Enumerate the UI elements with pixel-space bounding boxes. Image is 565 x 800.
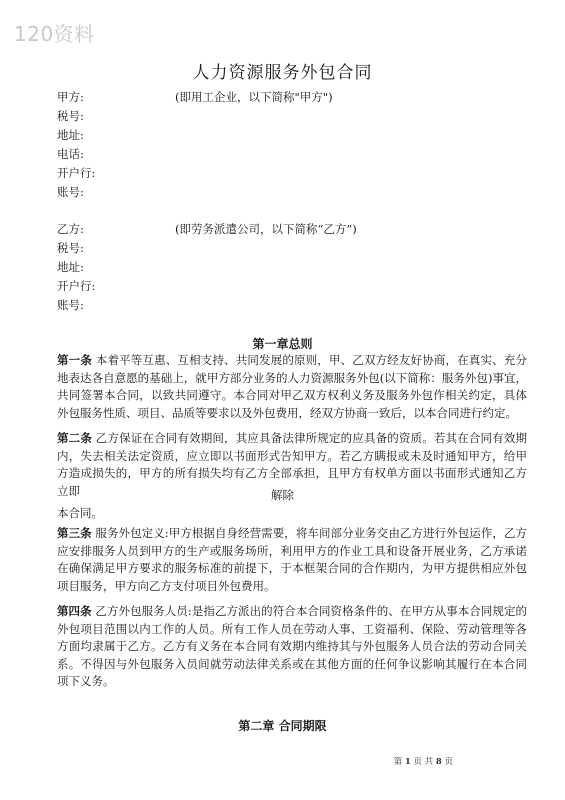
party-a-account: 账号: — [57, 185, 84, 199]
page-footer — [394, 755, 453, 767]
article-2-text: 乙方保证在合同有效期间，其应具备法律所规定的应具备的资质。若其在合同有效期内，失去相关法定资质，应立即以书面形式告知甲方。若乙方瞒报或未及时通知甲方，给甲方造成损失的，甲方的所有损失均有乙方全部承担，且甲方有权单方面以书面形式通知乙方立即 — [57, 431, 528, 498]
article-2-end: 本合同。 — [57, 506, 103, 520]
article-3-text: 服务外包定义:甲方根据自身经营需要，将车间部分业务交由乙方进行外包运作，乙方应安排服务人员到甲方的生产或服务场所，利用甲方的作业工具和设备开展业务，乙方承诺在确保满足甲方要求的服务标准的前提下，于本框架合同的合作期内，为甲方提供相应外包项目服务，甲方向乙方支付项目外包费用。 — [57, 526, 528, 593]
party-a-tax-id: 税号: — [57, 109, 84, 123]
party-b-address: 地址: — [57, 260, 84, 274]
article-4 — [57, 603, 527, 691]
party-a-bank: 开户行: — [57, 166, 96, 180]
footer-page-number: 1 — [404, 757, 411, 767]
party-a-label: 甲方: — [57, 90, 84, 104]
footer-prefix: 第 — [393, 757, 403, 767]
document-title: 人力资源服务外包合同 — [192, 63, 373, 83]
party-a-phone: 电话: — [57, 147, 84, 161]
article-3 — [57, 525, 527, 595]
article-2-lead: 第二条 — [57, 431, 92, 445]
article-1 — [57, 352, 527, 422]
article-1-text: 本着平等互惠、互相支持、共同发展的原则，甲、乙双方经友好协商，在真实、充分地表达各自意愿的基础上，就甲方部分业务的人力资源服务外包(以下简称：服务外包)事宜，共同签署本合同，以致共同遵守。本合同对甲乙双方权利义务及服务外包作相关约定，具体外包服务性质、项目、品质等要求以及外包费用，经双方协商一致后，以本合同进行约定。 — [57, 353, 528, 420]
party-b-note: (即劳务派遣公司，以下简称“乙方”) — [175, 222, 357, 236]
party-b-tax-id: 税号: — [57, 241, 84, 255]
party-b-account: 账号: — [57, 298, 84, 312]
article-2-continuation: 解除 — [271, 488, 294, 502]
footer-middle: 页 共 — [413, 757, 434, 767]
article-4-text: 乙方外包服务人员:是指乙方派出的符合本合同资格条件的、在甲方从事本合同规定的外包项目范围以内工作的人员。所有工作人员在劳动人事、工资福利、保险、劳动管理等各方面均隶属于乙方。乙方有义务在本合同有效期内维持其与外包服务人员合法的劳动合同关系。不得因与外包服务入员间就劳动法律关系或在其他方面的任何争议影响其履行在本合同项下义务。 — [57, 604, 528, 688]
footer-suffix: 页 — [444, 757, 453, 767]
chapter-2-title: 第二章 合同期限 — [238, 719, 327, 733]
chapter-1-title: 第一章总则 — [252, 337, 313, 351]
footer-total-pages: 8 — [435, 757, 442, 767]
watermark: 120资料 — [14, 22, 95, 46]
party-a-note: (即用工企业，以下简称"甲方") — [175, 90, 333, 104]
article-4-lead: 第四条 — [57, 604, 92, 618]
party-b-label: 乙方: — [57, 222, 84, 236]
party-b-bank: 开户行: — [57, 279, 96, 293]
party-a-address: 地址: — [57, 128, 84, 142]
article-1-lead: 第一条 — [57, 353, 92, 367]
article-3-lead: 第三条 — [57, 526, 92, 540]
